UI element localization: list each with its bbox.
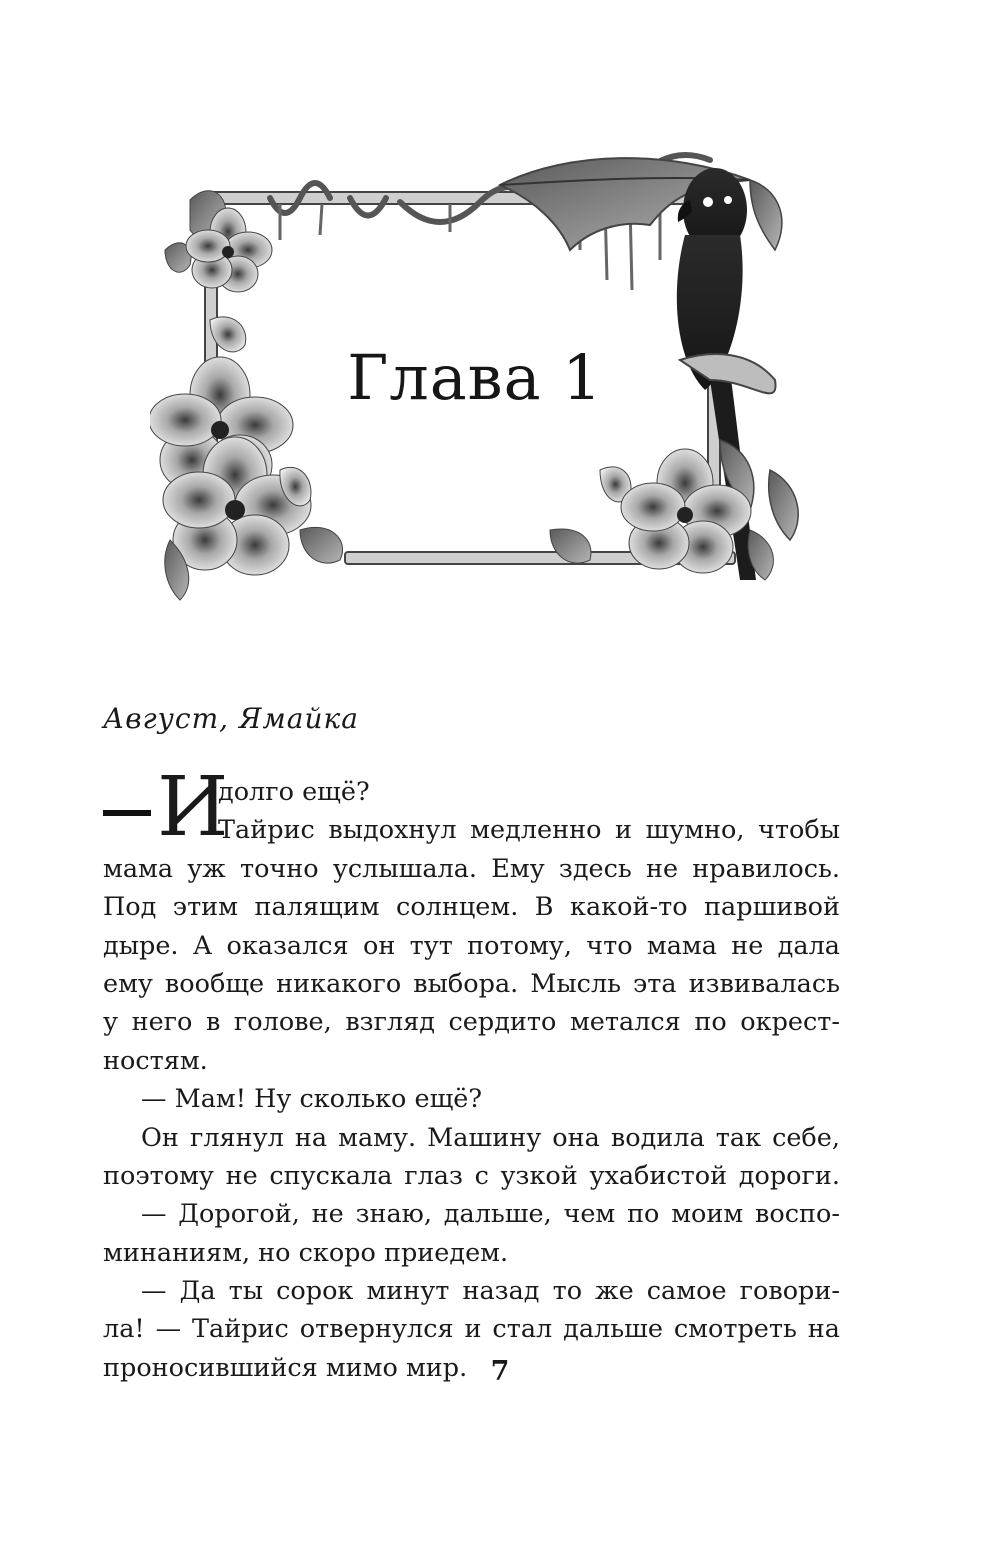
text-line: Тайрис выдохнул медленно и шумно, чтобы <box>218 815 840 846</box>
text-line: дыре. А оказался он тут потому, что мама не дала <box>103 930 840 961</box>
text-line: минаниям, но скоро приедем. <box>103 1237 509 1268</box>
text-line: ностям. <box>103 1045 208 1076</box>
hibiscus-flowers-left <box>150 191 343 600</box>
body-text <box>103 760 840 1387</box>
text-line: Под этим палящим солнцем. В какой-то паршивой <box>103 892 840 923</box>
place-and-date-line: Август, Ямайка <box>103 702 359 735</box>
text-line: ла! — Тайрис отвернулся и стал дальше смотреть на <box>103 1314 840 1345</box>
text-line: проносившийся мимо мир. <box>103 1352 468 1383</box>
text-line: ему вообще никакого выбора. Мысль эта извивалась <box>103 968 840 999</box>
page-number: 7 <box>490 1356 510 1387</box>
drop-cap <box>103 760 229 855</box>
text-line: — Мам! Ну сколько ещё? <box>141 1084 483 1115</box>
text-line: долго ещё? <box>218 777 370 807</box>
text-line: Он глянул на маму. Машину она водила так себе, <box>141 1122 840 1153</box>
chapter-title: Глава 1 <box>347 341 603 414</box>
drop-cap-letter: И <box>157 760 229 855</box>
text-line: поэтому не спускала глаз с узкой ухабистой дороги. <box>103 1160 840 1191</box>
text-line: мама уж точно услышала. Ему здесь не нравилось. <box>103 853 840 884</box>
text-line: — Да ты сорок минут назад то же самое говори- <box>141 1276 840 1307</box>
text-line: — Дорогой, не знаю, дальше, чем по моим воспо- <box>141 1199 840 1230</box>
text-line: у него в голове, взгляд сердито метался по окрест- <box>103 1007 840 1038</box>
drop-cap-dash <box>103 810 151 816</box>
